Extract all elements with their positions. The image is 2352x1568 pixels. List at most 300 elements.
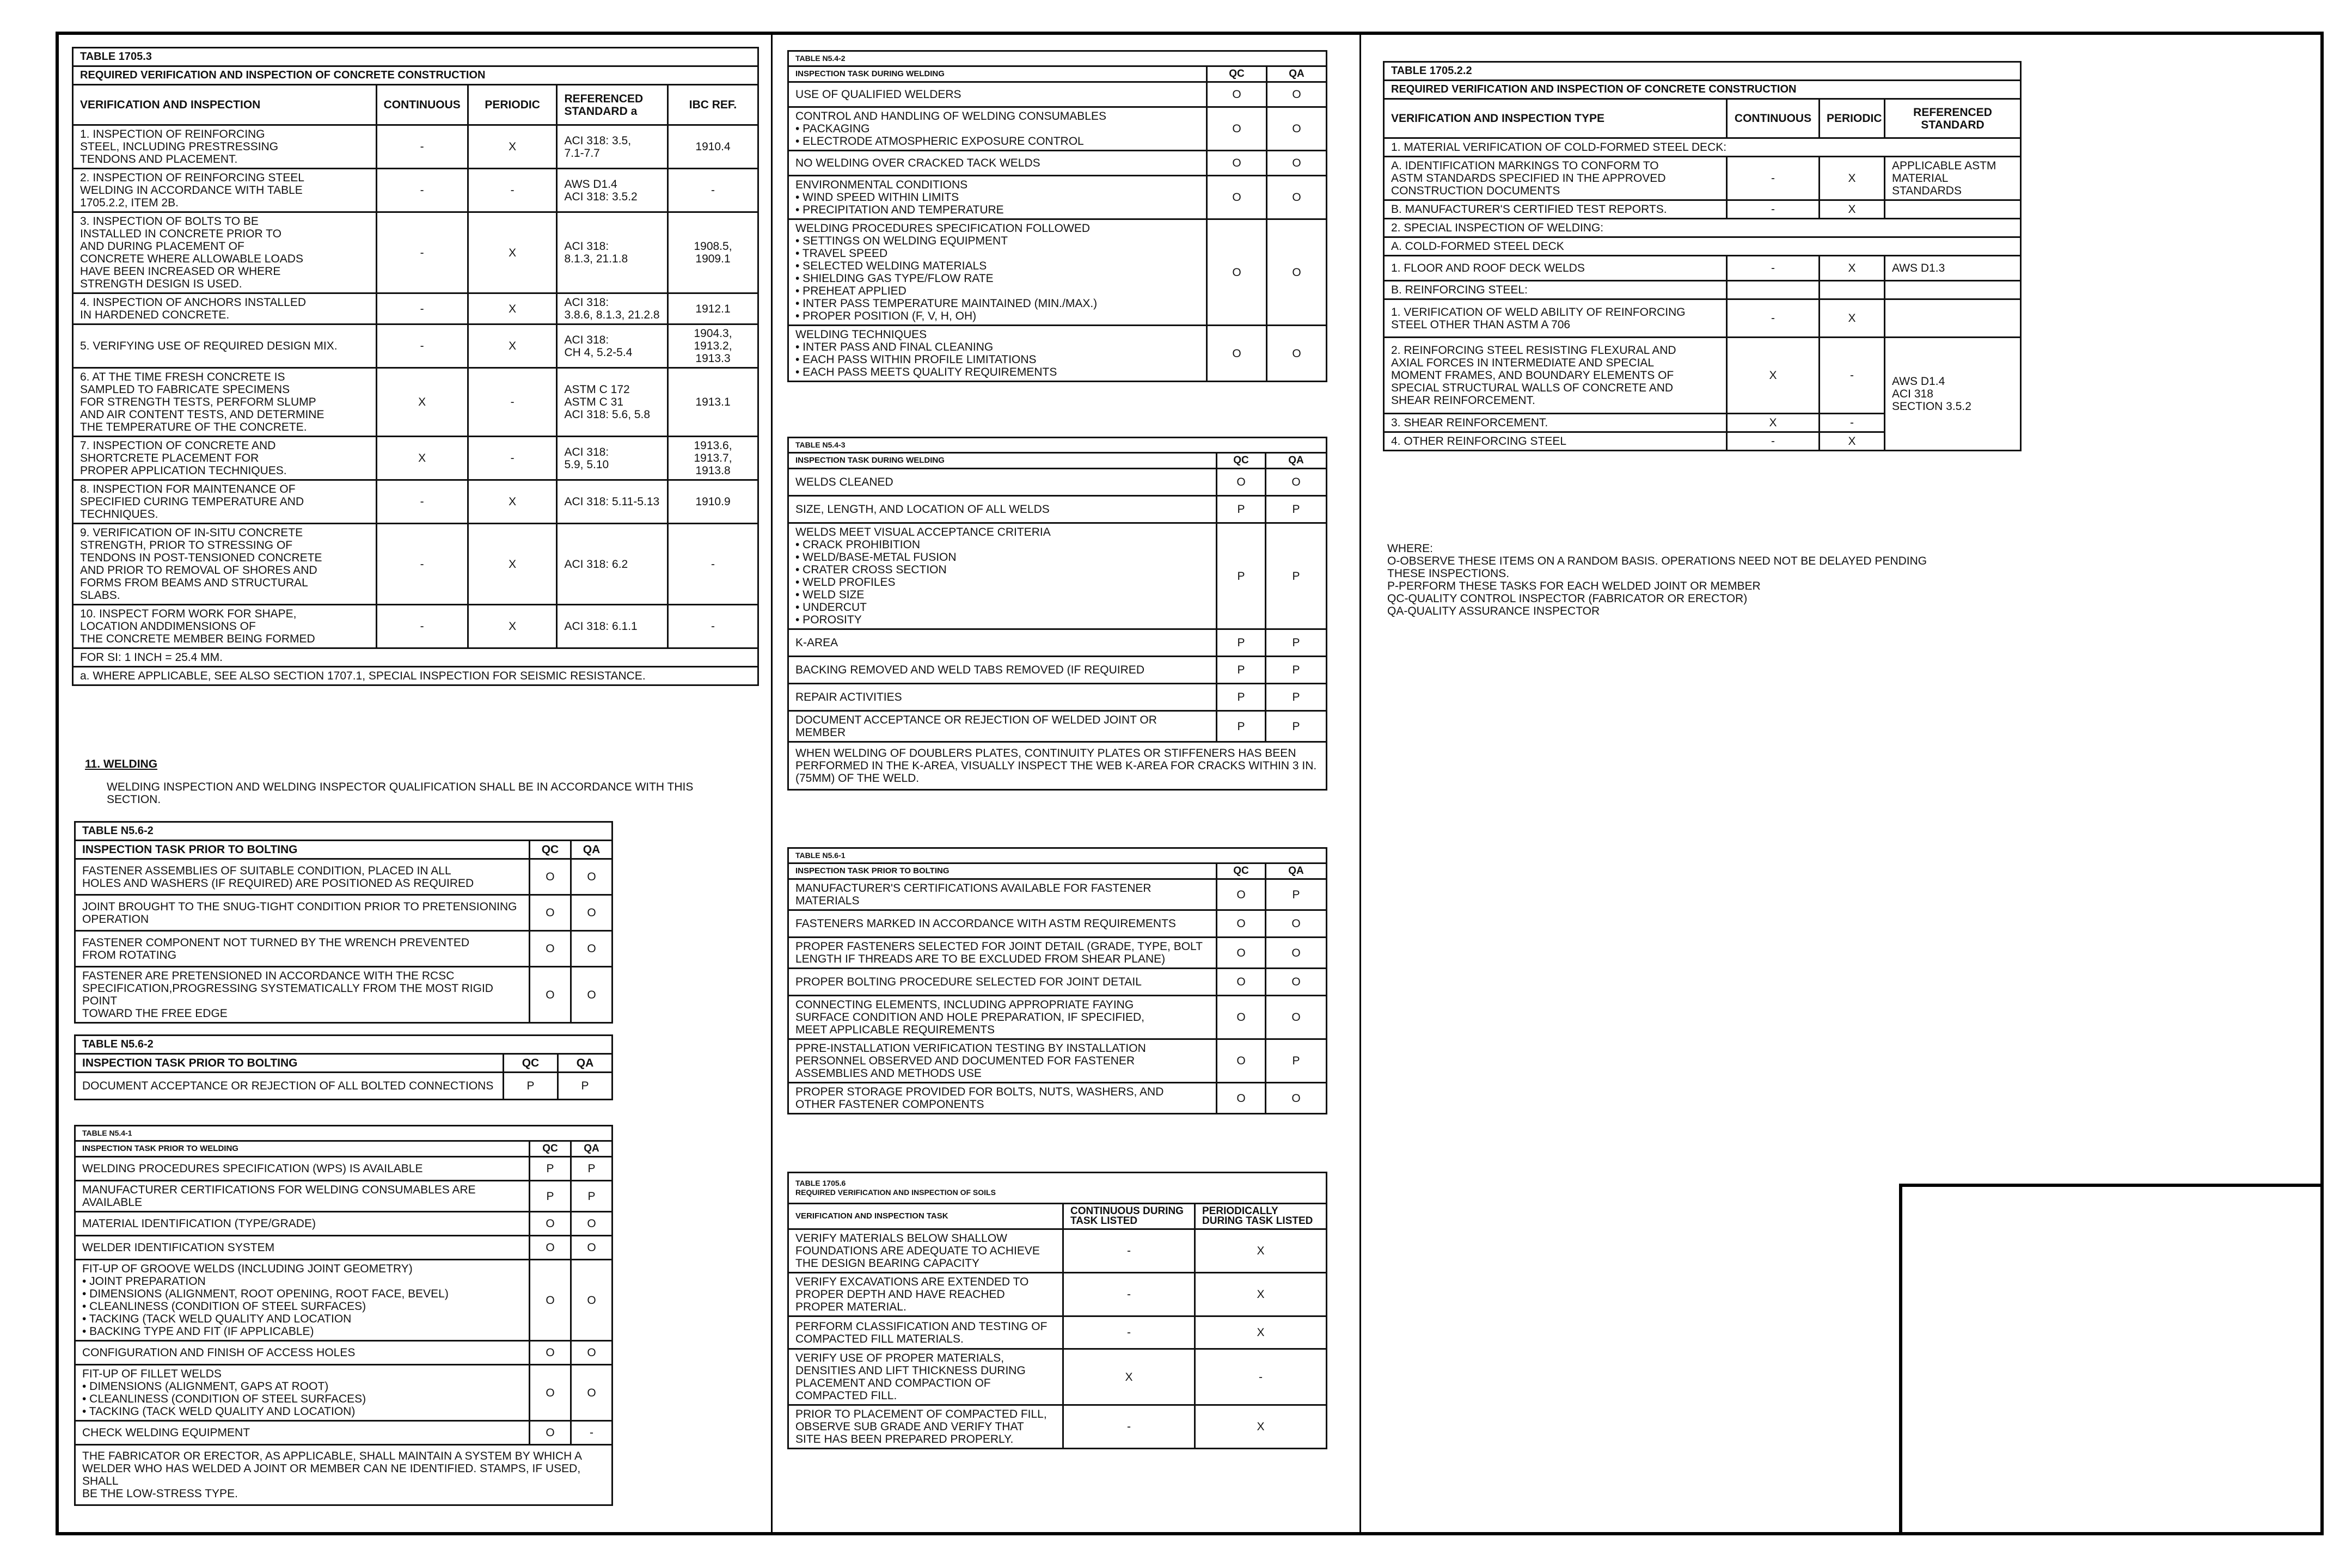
table-row xyxy=(788,657,1327,684)
table-cell: O xyxy=(530,1212,571,1236)
table-n5-4-2 xyxy=(787,50,1327,382)
column-header: INSPECTION TASK PRIOR TO WELDING xyxy=(75,1141,530,1157)
table-cell: O xyxy=(1266,469,1327,496)
table-cell: WELDS MEET VISUAL ACCEPTANCE CRITERIA • CRACK PROHIBITION • WELD/BASE-METAL FUSION • CRATER CROSS SECTION • WELD PROFILES • WELD SIZE • UNDERCUT • POROSITY xyxy=(788,523,1217,629)
column-header: QC xyxy=(1217,863,1266,879)
column-header: QC xyxy=(1207,66,1267,82)
table-cell: X xyxy=(1195,1316,1327,1349)
column-header: INSPECTION TASK DURING WELDING xyxy=(788,66,1207,82)
table-cell: - xyxy=(468,437,557,480)
table-cell: O xyxy=(1217,969,1266,996)
column-header: INSPECTION TASK PRIOR TO BOLTING xyxy=(788,863,1217,879)
table-cell: ASTM C 172 ASTM C 31 ACI 318: 5.6, 5.8 xyxy=(557,368,668,437)
table-cell: - xyxy=(376,524,468,605)
table-row xyxy=(788,219,1327,326)
table-cell: O xyxy=(529,967,571,1023)
table-cell: - xyxy=(571,1421,612,1445)
column-header: QC xyxy=(529,841,571,859)
table-cell: 5. VERIFYING USE OF REQUIRED DESIGN MIX. xyxy=(73,324,377,368)
table-cell: X xyxy=(1063,1349,1195,1405)
table-cell: DOCUMENT ACCEPTANCE OR REJECTION OF ALL BOLTED CONNECTIONS xyxy=(75,1073,504,1100)
table-cell: X xyxy=(468,293,557,324)
table-cell: O xyxy=(1217,910,1266,938)
table-cell: 10. INSPECT FORM WORK FOR SHAPE, LOCATION ANDDIMENSIONS OF THE CONCRETE MEMBER BEING FORMED xyxy=(73,605,377,648)
column-header: CONTINUOUS DURING TASK LISTED xyxy=(1063,1204,1195,1229)
table-cell: P xyxy=(1217,496,1266,523)
table-cell: DOCUMENT ACCEPTANCE OR REJECTION OF WELDED JOINT OR MEMBER xyxy=(788,711,1217,742)
table-note: THE FABRICATOR OR ERECTOR, AS APPLICABLE, SHALL MAINTAIN A SYSTEM BY WHICH A WELDER WHO HAS WELDED A JOINT OR MEMBER CAN NE IDENTIFIED. STAMPS, IF USED, SHALL BE THE LOW-STRESS TYPE. xyxy=(75,1445,612,1505)
table-cell: WELDS CLEANED xyxy=(788,469,1217,496)
table-cell: P xyxy=(1217,523,1266,629)
table-cell: O xyxy=(1267,219,1327,326)
table-cell: FIT-UP OF GROOVE WELDS (INCLUDING JOINT GEOMETRY) • JOINT PREPARATION • DIMENSIONS (ALIGNMENT, ROOT OPENING, ROOT FACE, BEVEL) • CLEANLINESS (CONDITION OF STEEL SURFACES) • TACKING (TACK WELD QUALITY AND LOCATION • BACKING TYPE AND FIT (IF APPLICABLE) xyxy=(75,1260,530,1341)
table-cell: APPLICABLE ASTM MATERIAL STANDARDS xyxy=(1885,157,2021,200)
table-cell: - xyxy=(1195,1349,1327,1405)
column-divider xyxy=(1359,35,1361,1532)
table-n5-4-3 xyxy=(787,437,1327,791)
table-cell: O xyxy=(1267,82,1327,107)
table-cell: CONNECTING ELEMENTS, INCLUDING APPROPRIATE FAYING SURFACE CONDITION AND HOLE PREPARATION, IF SPECIFIED, MEET APPLICABLE REQUIREMENTS xyxy=(788,996,1217,1039)
table-cell: 1913.1 xyxy=(668,368,758,437)
table-row xyxy=(75,1073,612,1100)
table-cell: O xyxy=(571,1341,612,1365)
column-header: QA xyxy=(1267,66,1327,82)
table-row xyxy=(788,523,1327,629)
table-cell: P xyxy=(503,1073,558,1100)
table-cell: ENVIRONMENTAL CONDITIONS • WIND SPEED WITHIN LIMITS • PRECIPITATION AND TEMPERATURE xyxy=(788,176,1207,219)
table-row xyxy=(75,1181,612,1212)
table-row xyxy=(788,151,1327,176)
table-cell: X xyxy=(1195,1273,1327,1316)
table-n5-6-1 xyxy=(787,847,1327,1114)
table-row xyxy=(788,1039,1327,1083)
table-row xyxy=(788,469,1327,496)
table-cell: O xyxy=(1207,107,1267,151)
table-row xyxy=(75,1236,612,1260)
table-cell: P xyxy=(1217,629,1266,657)
column-header: VERIFICATION AND INSPECTION TYPE xyxy=(1384,99,1727,138)
table-row xyxy=(75,1212,612,1236)
table-cell: MATERIAL IDENTIFICATION (TYPE/GRADE) xyxy=(75,1212,530,1236)
table-cell: P xyxy=(530,1157,571,1181)
table-cell: A. IDENTIFICATION MARKINGS TO CONFORM TO ASTM STANDARDS SPECIFIED IN THE APPROVED CONSTRUCTION DOCUMENTS xyxy=(1384,157,1727,200)
table-row xyxy=(73,169,758,212)
table-row xyxy=(788,326,1327,382)
table-row xyxy=(788,107,1327,151)
table-cell: ACI 318: 3.5, 7.1-7.7 xyxy=(557,125,668,169)
table-cell xyxy=(1727,281,1820,299)
table-cell: P xyxy=(1266,629,1327,657)
table-cell: 1910.9 xyxy=(668,480,758,524)
table-cell: O xyxy=(1217,1039,1266,1083)
table-row xyxy=(788,910,1327,938)
table-cell: - xyxy=(1063,1273,1195,1316)
table-row xyxy=(788,629,1327,657)
table-row xyxy=(788,1349,1327,1405)
table-cell: O xyxy=(1207,176,1267,219)
table-cell: NO WELDING OVER CRACKED TACK WELDS xyxy=(788,151,1207,176)
table-row xyxy=(788,82,1327,107)
column-divider xyxy=(771,35,773,1532)
table-cell: FASTENER ARE PRETENSIONED IN ACCORDANCE WITH THE RCSC SPECIFICATION,PROGRESSING SYSTEMATICALLY FROM THE MOST RIGID POINT TOWARD THE FREE EDGE xyxy=(75,967,530,1023)
table-row xyxy=(73,324,758,368)
table-cell: ACI 318: 6.1.1 xyxy=(557,605,668,648)
table-row xyxy=(788,996,1327,1039)
table-cell: - xyxy=(668,169,758,212)
table-row xyxy=(73,293,758,324)
table-cell: - xyxy=(1820,338,1885,414)
table-title: TABLE N5.4-2 xyxy=(788,51,1327,66)
table-cell: X xyxy=(468,324,557,368)
table-cell: O xyxy=(530,1365,571,1421)
table-row xyxy=(73,437,758,480)
table-cell: 2. INSPECTION OF REINFORCING STEEL WELDING IN ACCORDANCE WITH TABLE 1705.2.2, ITEM 2B. xyxy=(73,169,377,212)
table-row xyxy=(75,1157,612,1181)
table-row xyxy=(73,125,758,169)
table-cell xyxy=(1820,281,1885,299)
table-body xyxy=(788,1229,1327,1449)
table-cell: - xyxy=(1063,1316,1195,1349)
table-cell: O xyxy=(571,1212,612,1236)
table-title: TABLE N5.4-3 xyxy=(788,438,1327,453)
table-cell: ACI 318: 6.2 xyxy=(557,524,668,605)
column-header: QA xyxy=(571,841,612,859)
table-cell: O xyxy=(1267,176,1327,219)
table-cell: 1912.1 xyxy=(668,293,758,324)
table-1705-3 xyxy=(72,47,759,686)
table-cell: - xyxy=(376,212,468,293)
column-header: PERIODIC xyxy=(1820,99,1885,138)
table-cell: - xyxy=(1063,1405,1195,1449)
table-row xyxy=(73,605,758,648)
table-cell: X xyxy=(1820,432,1885,451)
table-row xyxy=(75,1260,612,1341)
table-cell: O xyxy=(529,895,571,931)
column-header: INSPECTION TASK PRIOR TO BOLTING xyxy=(75,841,530,859)
table-row xyxy=(788,1405,1327,1449)
table-body xyxy=(75,1157,612,1445)
column-header: IBC REF. xyxy=(668,85,758,125)
table-cell: X xyxy=(1727,338,1820,414)
section-row: 2. SPECIAL INSPECTION OF WELDING: xyxy=(1384,219,2021,237)
table-cell: FASTENER COMPONENT NOT TURNED BY THE WRENCH PREVENTED FROM ROTATING xyxy=(75,931,530,967)
table-body xyxy=(75,1073,612,1100)
table-cell: PROPER FASTENERS SELECTED FOR JOINT DETAIL (GRADE, TYPE, BOLT LENGTH IF THREADS ARE TO BE EXCLUDED FROM SHEAR PLANE) xyxy=(788,938,1217,969)
table-cell: ACI 318: 8.1.3, 21.1.8 xyxy=(557,212,668,293)
table-n5-6-2-b xyxy=(74,1034,613,1100)
table-cell: USE OF QUALIFIED WELDERS xyxy=(788,82,1207,107)
table-row xyxy=(75,1341,612,1365)
table-cell: AWS D1.4 ACI 318: 3.5.2 xyxy=(557,169,668,212)
table-cell: O xyxy=(1266,938,1327,969)
table-cell: X xyxy=(1820,157,1885,200)
table-cell: X xyxy=(1195,1229,1327,1273)
column-header: CONTINUOUS xyxy=(376,85,468,125)
table-row xyxy=(73,368,758,437)
table-cell: P xyxy=(1217,684,1266,711)
column-header: REFERENCED STANDARD xyxy=(1885,99,2021,138)
table-cell: 1. INSPECTION OF REINFORCING STEEL, INCLUDING PRESTRESSING TENDONS AND PLACEMENT. xyxy=(73,125,377,169)
table-cell: X xyxy=(468,125,557,169)
table-cell: K-AREA xyxy=(788,629,1217,657)
table-cell: 1913.6, 1913.7, 1913.8 xyxy=(668,437,758,480)
table-cell: - xyxy=(468,368,557,437)
column-header: QC xyxy=(1217,453,1266,469)
column-header: PERIODIC xyxy=(468,85,557,125)
table-cell: CHECK WELDING EQUIPMENT xyxy=(75,1421,530,1445)
table-cell: X xyxy=(1820,299,1885,338)
table-cell: VERIFY USE OF PROPER MATERIALS, DENSITIES AND LIFT THICKNESS DURING PLACEMENT AND COMPACTION OF COMPACTED FILL. xyxy=(788,1349,1063,1405)
table-cell: 2. REINFORCING STEEL RESISTING FLEXURAL AND AXIAL FORCES IN INTERMEDIATE AND SPECIAL MOMENT FRAMES, AND BOUNDARY ELEMENTS OF SPECIAL STRUCTURAL WALLS OF CONCRETE AND SHEAR REINFORCEMENT. xyxy=(1384,338,1727,414)
table-row xyxy=(75,931,612,967)
table-cell: O xyxy=(571,931,612,967)
table-cell: O xyxy=(571,1260,612,1341)
table-cell: O xyxy=(1217,469,1266,496)
table-cell xyxy=(1885,200,2021,219)
table-cell: O xyxy=(530,1341,571,1365)
table-cell: P xyxy=(571,1157,612,1181)
column-header: VERIFICATION AND INSPECTION xyxy=(73,85,377,125)
table-cell: O xyxy=(571,895,612,931)
table-cell: 1. VERIFICATION OF WELD ABILITY OF REINFORCING STEEL OTHER THAN ASTM A 706 xyxy=(1384,299,1727,338)
column-header: QC xyxy=(530,1141,571,1157)
table-cell: WELDING PROCEDURES SPECIFICATION FOLLOWED • SETTINGS ON WELDING EQUIPMENT • TRAVEL SPEED • SELECTED WELDING MATERIALS • SHIELDING GAS TYPE/FLOW RATE • PREHEAT APPLIED • INTER PASS TEMPERATURE MAINTAINED (MIN./MAX.) • PROPER POSITION (F, V, H, OH) xyxy=(788,219,1207,326)
table-cell: O xyxy=(1207,219,1267,326)
table-cell: P xyxy=(571,1181,612,1212)
table-1705-2-2 xyxy=(1383,61,2020,451)
table-cell: - xyxy=(376,324,468,368)
table-cell: - xyxy=(1727,432,1820,451)
table-row xyxy=(788,1273,1327,1316)
table-cell: X xyxy=(468,605,557,648)
table-cell: - xyxy=(1727,299,1820,338)
table-cell: O xyxy=(1207,326,1267,382)
table-cell: ACI 318: CH 4, 5.2-5.4 xyxy=(557,324,668,368)
table-cell: 9. VERIFICATION OF IN-SITU CONCRETE STRENGTH, PRIOR TO STRESSING OF TENDONS IN POST-TENSIONED CONCRETE AND PRIOR TO REMOVAL OF SHORES AND FORMS FROM BEAMS AND STRUCTURAL SLABS. xyxy=(73,524,377,605)
table-cell: X xyxy=(1727,414,1820,432)
table-cell: FIT-UP OF FILLET WELDS • DIMENSIONS (ALIGNMENT, GAPS AT ROOT) • CLEANLINESS (CONDITION OF STEEL SURFACES) • TACKING (TACK WELD QUALITY AND LOCATION) xyxy=(75,1365,530,1421)
table-cell: JOINT BROUGHT TO THE SNUG-TIGHT CONDITION PRIOR TO PRETENSIONING OPERATION xyxy=(75,895,530,931)
table-title: TABLE N5.6-2 xyxy=(75,822,612,841)
table-cell: O xyxy=(1207,151,1267,176)
column-header: QA xyxy=(1266,863,1327,879)
table-cell: MANUFACTURER'S CERTIFICATIONS AVAILABLE FOR FASTENER MATERIALS xyxy=(788,879,1217,910)
section-heading: 11. WELDING xyxy=(85,758,158,770)
table-cell: 1908.5, 1909.1 xyxy=(668,212,758,293)
table-cell: - xyxy=(1727,256,1820,281)
table-cell: O xyxy=(1266,910,1327,938)
table-cell: FASTENER ASSEMBLIES OF SUITABLE CONDITION, PLACED IN ALL HOLES AND WASHERS (IF REQUIRED) ARE POSITIONED AS REQUIRED xyxy=(75,859,530,895)
section-text: WELDING INSPECTION AND WELDING INSPECTOR QUALIFICATION SHALL BE IN ACCORDANCE WITH THIS SECTION. xyxy=(107,781,694,806)
table-body xyxy=(788,879,1327,1114)
table-cell: 4. OTHER REINFORCING STEEL xyxy=(1384,432,1727,451)
table-cell: P xyxy=(1266,496,1327,523)
table-body xyxy=(788,82,1327,382)
table-cell: O xyxy=(1267,107,1327,151)
table-note: WHEN WELDING OF DOUBLERS PLATES, CONTINUITY PLATES OR STIFFENERS HAS BEEN PERFORMED IN THE K-AREA, VISUALLY INSPECT THE WEB K-AREA FOR CRACKS WITHIN 3 IN. (75MM) OF THE WELD. xyxy=(788,742,1327,790)
table-cell: O xyxy=(529,859,571,895)
table-cell: O xyxy=(571,967,612,1023)
table-cell: X xyxy=(1820,256,1885,281)
table-cell: - xyxy=(1063,1229,1195,1273)
table-cell: P xyxy=(1266,523,1327,629)
table-row xyxy=(788,879,1327,910)
table-row xyxy=(788,1229,1327,1273)
table-row xyxy=(75,859,612,895)
table-cell: - xyxy=(1727,200,1820,219)
table-cell: X xyxy=(468,524,557,605)
table-cell: PRIOR TO PLACEMENT OF COMPACTED FILL, OBSERVE SUB GRADE AND VERIFY THAT SITE HAS BEEN PREPARED PROPERLY. xyxy=(788,1405,1063,1449)
table-n5-6-2 xyxy=(74,821,613,1024)
table-cell: O xyxy=(1217,1083,1266,1114)
table-cell: 1904.3, 1913.2, 1913.3 xyxy=(668,324,758,368)
table-title: TABLE N5.4-1 xyxy=(75,1126,612,1141)
table-cell: P xyxy=(558,1073,612,1100)
table-cell xyxy=(1885,281,2021,299)
table-cell: 6. AT THE TIME FRESH CONCRETE IS SAMPLED TO FABRICATE SPECIMENS FOR STRENGTH TESTS, PERFORM SLUMP AND AIR CONTENT TESTS, AND DETERMINE THE TEMPERATURE OF THE CONCRETE. xyxy=(73,368,377,437)
table-row xyxy=(73,524,758,605)
column-header: QA xyxy=(558,1054,612,1073)
table-cell: - xyxy=(1820,414,1885,432)
table-cell: - xyxy=(668,605,758,648)
table-cell: X xyxy=(468,480,557,524)
table-cell: O xyxy=(530,1236,571,1260)
table-cell: P xyxy=(1217,711,1266,742)
table-cell: P xyxy=(1217,657,1266,684)
table-cell: P xyxy=(1266,711,1327,742)
table-cell: BACKING REMOVED AND WELD TABS REMOVED (IF REQUIRED xyxy=(788,657,1217,684)
table-cell: X xyxy=(1195,1405,1327,1449)
table-row xyxy=(788,938,1327,969)
table-cell: O xyxy=(571,1236,612,1260)
table-cell: ACI 318: 5.11-5.13 xyxy=(557,480,668,524)
table-row xyxy=(75,967,612,1023)
table-title: TABLE 1705.2.2 xyxy=(1384,62,2021,81)
column-header: INSPECTION TASK PRIOR TO BOLTING xyxy=(75,1054,504,1073)
table-cell: - xyxy=(376,293,468,324)
table-cell: WELDER IDENTIFICATION SYSTEM xyxy=(75,1236,530,1260)
title-block xyxy=(1899,1184,2324,1535)
table-body xyxy=(788,469,1327,742)
table-cell: O xyxy=(571,1365,612,1421)
section-row: 1. MATERIAL VERIFICATION OF COLD-FORMED STEEL DECK: xyxy=(1384,138,2021,157)
table-row xyxy=(788,969,1327,996)
table-cell: - xyxy=(668,524,758,605)
table-cell: O xyxy=(1266,969,1327,996)
table-cell: - xyxy=(376,125,468,169)
table-row xyxy=(73,212,758,293)
table-body xyxy=(73,125,758,648)
table-cell: O xyxy=(571,859,612,895)
column-header: QA xyxy=(1266,453,1327,469)
column-header: PERIODICALLY DURING TASK LISTED xyxy=(1195,1204,1327,1229)
table-body xyxy=(75,859,612,1023)
table-cell: 3. SHEAR REINFORCEMENT. xyxy=(1384,414,1727,432)
table-cell: REPAIR ACTIVITIES xyxy=(788,684,1217,711)
table-row xyxy=(788,1083,1327,1114)
table-cell: 4. INSPECTION OF ANCHORS INSTALLED IN HARDENED CONCRETE. xyxy=(73,293,377,324)
table-cell: ACI 318: 3.8.6, 8.1.3, 21.2.8 xyxy=(557,293,668,324)
table-row xyxy=(75,895,612,931)
legend-where: WHERE: O-OBSERVE THESE ITEMS ON A RANDOM BASIS. OPERATIONS NEED NOT BE DELAYED PENDING THESE INSPECTIONS. P-PERFORM THESE TASKS FOR EACH WELDED JOINT OR MEMBER QC-QUALITY CONTROL INSPECTOR (FABRICATOR OR ERECTOR) QA-QUALITY ASSURANCE INSPECTOR xyxy=(1387,542,1927,617)
table-cell: PROPER BOLTING PROCEDURE SELECTED FOR JOINT DETAIL xyxy=(788,969,1217,996)
table-cell: - xyxy=(468,169,557,212)
table-cell: X xyxy=(376,368,468,437)
table-row xyxy=(788,496,1327,523)
table-row xyxy=(788,1316,1327,1349)
table-cell: AWS D1.4 ACI 318 SECTION 3.5.2 xyxy=(1885,338,2021,451)
table-cell: - xyxy=(376,480,468,524)
welding-section xyxy=(85,758,738,806)
table-cell: MANUFACTURER CERTIFICATIONS FOR WELDING CONSUMABLES ARE AVAILABLE xyxy=(75,1181,530,1212)
table-cell: 3. INSPECTION OF BOLTS TO BE INSTALLED IN CONCRETE PRIOR TO AND DURING PLACEMENT OF CONCRETE WHERE ALLOWABLE LOADS HAVE BEEN INCREASED OR WHERE STRENGTH DESIGN IS USED. xyxy=(73,212,377,293)
table-1705-6 xyxy=(787,1172,1327,1449)
table-cell: P xyxy=(1266,657,1327,684)
column-header: QA xyxy=(571,1141,612,1157)
table-cell: O xyxy=(530,1421,571,1445)
table-footnote: a. WHERE APPLICABLE, SEE ALSO SECTION 1707.1, SPECIAL INSPECTION FOR SEISMIC RESISTANCE. xyxy=(73,667,758,685)
table-subtitle: REQUIRED VERIFICATION AND INSPECTION OF CONCRETE CONSTRUCTION xyxy=(73,66,758,85)
table-cell: WELDING PROCEDURES SPECIFICATION (WPS) IS AVAILABLE xyxy=(75,1157,530,1181)
table-subtitle: REQUIRED VERIFICATION AND INSPECTION OF CONCRETE CONSTRUCTION xyxy=(1384,81,2021,99)
table-cell: X xyxy=(1820,200,1885,219)
table-cell: CONTROL AND HANDLING OF WELDING CONSUMABLES • PACKAGING • ELECTRODE ATMOSPHERIC EXPOSURE CONTROL xyxy=(788,107,1207,151)
table-row xyxy=(788,711,1327,742)
table-cell: - xyxy=(1727,157,1820,200)
table-row xyxy=(75,1365,612,1421)
column-header: INSPECTION TASK DURING WELDING xyxy=(788,453,1217,469)
table-cell: 8. INSPECTION FOR MAINTENANCE OF SPECIFIED CURING TEMPERATURE AND TECHNIQUES. xyxy=(73,480,377,524)
table-row xyxy=(788,684,1327,711)
table-cell: AWS D1.3 xyxy=(1885,256,2021,281)
table-cell: VERIFY EXCAVATIONS ARE EXTENDED TO PROPER DEPTH AND HAVE REACHED PROPER MATERIAL. xyxy=(788,1273,1063,1316)
table-cell: ACI 318: 5.9, 5.10 xyxy=(557,437,668,480)
table-cell: O xyxy=(1217,938,1266,969)
table-cell: PPRE-INSTALLATION VERIFICATION TESTING BY INSTALLATION PERSONNEL OBSERVED AND DOCUMENTED FOR FASTENER ASSEMBLIES AND METHODS USE xyxy=(788,1039,1217,1083)
table-row xyxy=(75,1421,612,1445)
table-cell: O xyxy=(1217,879,1266,910)
table-cell: O xyxy=(1267,326,1327,382)
table-cell: 7. INSPECTION OF CONCRETE AND SHORTCRETE PLACEMENT FOR PROPER APPLICATION TECHNIQUES. xyxy=(73,437,377,480)
table-cell: VERIFY MATERIALS BELOW SHALLOW FOUNDATIONS ARE ADEQUATE TO ACHIEVE THE DESIGN BEARING CAPACITY xyxy=(788,1229,1063,1273)
table-title: TABLE 1705.3 xyxy=(73,48,758,66)
column-header: QC xyxy=(503,1054,558,1073)
table-cell: 1910.4 xyxy=(668,125,758,169)
table-cell: FASTENERS MARKED IN ACCORDANCE WITH ASTM REQUIREMENTS xyxy=(788,910,1217,938)
table-cell: O xyxy=(1267,151,1327,176)
table-cell: B. MANUFACTURER'S CERTIFIED TEST REPORTS. xyxy=(1384,200,1727,219)
table-cell: P xyxy=(1266,1039,1327,1083)
table-cell: 1. FLOOR AND ROOF DECK WELDS xyxy=(1384,256,1727,281)
table-cell: O xyxy=(1266,1083,1327,1114)
table-cell: O xyxy=(1207,82,1267,107)
table-cell: CONFIGURATION AND FINISH OF ACCESS HOLES xyxy=(75,1341,530,1365)
table-cell: SIZE, LENGTH, AND LOCATION OF ALL WELDS xyxy=(788,496,1217,523)
table-n5-4-1 xyxy=(74,1125,613,1506)
column-header: REFERENCED STANDARD a xyxy=(557,85,668,125)
section-row: A. COLD-FORMED STEEL DECK xyxy=(1384,237,2021,256)
table-title: TABLE N5.6-2 xyxy=(75,1036,612,1054)
table-title: TABLE N5.6-1 xyxy=(788,848,1327,863)
table-cell: PROPER STORAGE PROVIDED FOR BOLTS, NUTS, WASHERS, AND OTHER FASTENER COMPONENTS xyxy=(788,1083,1217,1114)
table-cell: PERFORM CLASSIFICATION AND TESTING OF COMPACTED FILL MATERIALS. xyxy=(788,1316,1063,1349)
table-cell: WELDING TECHNIQUES • INTER PASS AND FINAL CLEANING • EACH PASS WITHIN PROFILE LIMITATIONS • EACH PASS MEETS QUALITY REQUIREMENTS xyxy=(788,326,1207,382)
table-cell: O xyxy=(529,931,571,967)
table-cell: P xyxy=(530,1181,571,1212)
table-row xyxy=(73,480,758,524)
column-header: CONTINUOUS xyxy=(1727,99,1820,138)
table-cell xyxy=(1885,299,2021,338)
